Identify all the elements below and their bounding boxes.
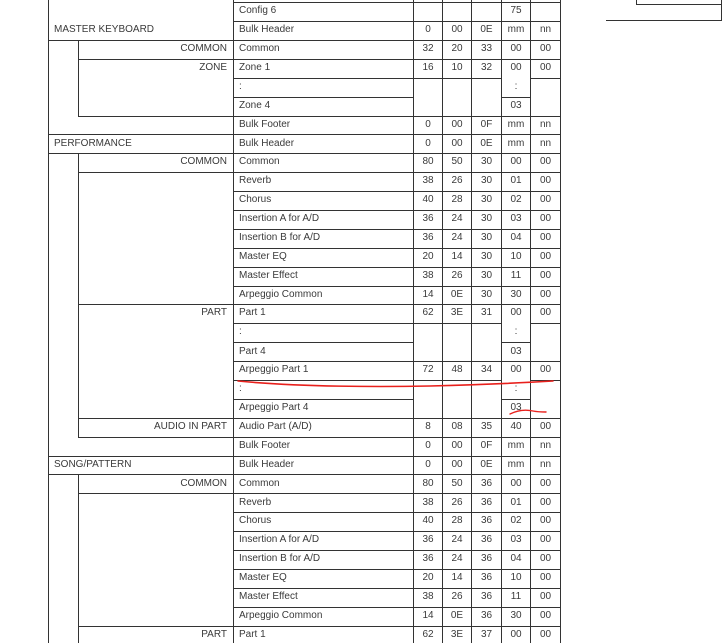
address-high-cell: 0F — [480, 119, 493, 130]
address-high-cell: 30 — [480, 175, 493, 186]
subsection-label: PART — [201, 307, 227, 318]
red-underline-stroke — [238, 381, 553, 386]
address-mid-cell: mm — [507, 138, 525, 149]
hex-size-cell: 08 — [451, 421, 463, 432]
address-high-cell: 30 — [480, 156, 493, 167]
hex-size-cell: 24 — [451, 534, 463, 545]
hex-size-cell: 3E — [450, 629, 464, 640]
address-high-cell: 36 — [480, 610, 493, 621]
address-low-cell: 00 — [539, 534, 552, 545]
address-low-cell: nn — [539, 119, 552, 130]
hex-size-cell: 10 — [451, 62, 463, 73]
address-mid-cell: 03 — [510, 346, 522, 357]
hex-size-cell: 00 — [451, 440, 463, 451]
size-cell: 0 — [425, 440, 431, 451]
hex-size-cell: 00 — [451, 119, 463, 130]
block-name-cell: Master EQ — [239, 251, 287, 262]
size-cell: 36 — [422, 534, 434, 545]
block-name-cell: Arpeggio Common — [239, 610, 323, 621]
address-low-cell: nn — [539, 138, 552, 149]
block-name-cell: Insertion A for A/D — [239, 534, 320, 545]
size-cell: 36 — [422, 553, 434, 564]
size-cell: 20 — [422, 251, 434, 262]
address-high-cell: 36 — [480, 534, 493, 545]
address-high-cell: 0E — [480, 138, 493, 149]
size-cell: 38 — [422, 175, 434, 186]
block-name-cell: Common — [239, 43, 280, 54]
block-name-cell: Bulk Header — [239, 138, 295, 149]
address-mid-cell: 10 — [510, 572, 522, 583]
address-mid-cell: 03 — [510, 100, 522, 111]
address-low-cell: 00 — [539, 497, 552, 508]
size-cell: 80 — [422, 478, 434, 489]
hex-size-cell: 28 — [451, 194, 463, 205]
section-label: SONG/PATTERN — [54, 459, 132, 470]
address-mid-cell: 00 — [510, 156, 522, 167]
size-cell: 62 — [422, 629, 434, 640]
address-low-cell: nn — [539, 24, 552, 35]
address-high-cell: 36 — [480, 497, 493, 508]
block-name-cell: Master EQ — [239, 572, 287, 583]
block-name-cell: Part 1 — [239, 629, 266, 640]
address-mid-cell: 03 — [510, 402, 522, 413]
hex-size-cell: 26 — [451, 591, 463, 602]
block-name-cell: Zone 1 — [239, 62, 271, 73]
section-label: PERFORMANCE — [54, 138, 132, 149]
block-name-cell: Bulk Header — [239, 24, 295, 35]
hex-size-cell: 50 — [451, 478, 463, 489]
address-low-cell: 00 — [539, 364, 552, 375]
address-mid-cell: 75 — [510, 5, 522, 16]
size-cell: 0 — [425, 459, 431, 470]
address-high-cell: 36 — [480, 572, 493, 583]
address-high-cell: 0E — [480, 459, 493, 470]
block-name-cell: : — [239, 81, 242, 92]
address-high-cell: 32 — [480, 62, 493, 73]
block-name-cell: Master Effect — [239, 270, 298, 281]
block-name-cell: Chorus — [239, 515, 272, 526]
block-name-cell: Chorus — [239, 194, 272, 205]
size-cell: 14 — [422, 289, 434, 300]
address-high-cell: 30 — [480, 213, 493, 224]
address-mid-cell: 10 — [510, 251, 522, 262]
address-low-cell: 00 — [539, 175, 552, 186]
block-name-cell: Part 1 — [239, 307, 266, 318]
hex-size-cell: 20 — [451, 43, 463, 54]
address-high-cell: 36 — [480, 478, 493, 489]
hex-size-cell: 28 — [451, 515, 463, 526]
red-tick-stroke — [510, 410, 546, 414]
address-high-cell: 35 — [480, 421, 493, 432]
size-cell: 32 — [422, 43, 434, 54]
block-name-cell: Bulk Footer — [239, 440, 291, 451]
address-low-cell: 00 — [539, 194, 552, 205]
address-mid-cell: 01 — [510, 497, 522, 508]
address-high-cell: 30 — [480, 289, 493, 300]
size-cell: 40 — [422, 515, 434, 526]
address-low-cell: 00 — [539, 307, 552, 318]
address-high-cell: 36 — [480, 515, 493, 526]
size-cell: 72 — [422, 364, 434, 375]
hex-size-cell: 00 — [451, 138, 463, 149]
block-name-cell: Common — [239, 156, 280, 167]
block-name-cell: Bulk Header — [239, 459, 295, 470]
block-name-cell: Arpeggio Part 1 — [239, 364, 309, 375]
hex-size-cell: 0E — [450, 289, 464, 300]
subsection-label: COMMON — [180, 156, 227, 167]
hex-size-cell: 48 — [451, 364, 463, 375]
block-name-cell: Audio Part (A/D) — [239, 421, 312, 432]
address-high-cell: 36 — [480, 553, 493, 564]
hex-size-cell: 26 — [451, 175, 463, 186]
block-name-cell: : — [239, 326, 242, 337]
address-mid-cell: mm — [507, 119, 525, 130]
address-mid-cell: : — [514, 383, 518, 394]
address-mid-cell: 11 — [510, 270, 522, 281]
hex-size-cell: 00 — [451, 459, 463, 470]
hex-size-cell: 0E — [450, 610, 464, 621]
block-name-cell: Part 4 — [239, 346, 266, 357]
address-low-cell: 00 — [539, 213, 552, 224]
address-low-cell: 00 — [539, 610, 552, 621]
size-cell: 0 — [425, 119, 431, 130]
block-name-cell: Insertion A for A/D — [239, 213, 320, 224]
hex-size-cell: 24 — [451, 553, 463, 564]
address-low-cell: 00 — [539, 289, 552, 300]
address-high-cell: 30 — [480, 194, 493, 205]
address-mid-cell: 02 — [510, 194, 522, 205]
address-mid-cell: 30 — [510, 289, 522, 300]
address-mid-cell: 00 — [510, 364, 522, 375]
address-mid-cell: 00 — [510, 43, 522, 54]
address-mid-cell: 11 — [510, 591, 522, 602]
block-name-cell: Master Effect — [239, 591, 298, 602]
address-low-cell: 00 — [539, 156, 552, 167]
block-name-cell: Arpeggio Part 4 — [239, 402, 309, 413]
size-cell: 36 — [422, 232, 434, 243]
address-low-cell: 00 — [539, 591, 552, 602]
size-cell: 16 — [422, 62, 434, 73]
address-mid-cell: 03 — [510, 213, 522, 224]
block-name-cell: Insertion B for A/D — [239, 553, 321, 564]
hex-size-cell: 26 — [451, 270, 463, 281]
address-mid-cell: : — [514, 326, 518, 337]
address-mid-cell: mm — [507, 24, 525, 35]
hex-size-cell: 00 — [451, 24, 463, 35]
address-low-cell: 00 — [539, 553, 552, 564]
address-mid-cell: 00 — [510, 478, 522, 489]
subsection-label: ZONE — [199, 62, 227, 73]
address-low-cell: 00 — [539, 629, 552, 640]
address-low-cell: nn — [539, 459, 552, 470]
address-high-cell: 0F — [480, 440, 493, 451]
block-name-cell: Zone 4 — [239, 100, 271, 111]
size-cell: 0 — [425, 24, 431, 35]
size-cell: 62 — [422, 307, 434, 318]
address-low-cell: 00 — [539, 62, 552, 73]
address-mid-cell: 30 — [510, 610, 522, 621]
subsection-label: COMMON — [180, 43, 227, 54]
address-low-cell: 00 — [539, 515, 552, 526]
hex-size-cell: 24 — [451, 213, 463, 224]
address-mid-cell: mm — [507, 440, 525, 451]
address-high-cell: 34 — [480, 364, 493, 375]
hex-size-cell: 24 — [451, 232, 463, 243]
address-low-cell: nn — [539, 440, 552, 451]
address-mid-cell: 00 — [510, 62, 522, 73]
address-mid-cell: 03 — [510, 534, 522, 545]
size-cell: 38 — [422, 270, 434, 281]
address-high-cell: 36 — [480, 591, 493, 602]
address-high-cell: 31 — [480, 307, 493, 318]
block-name-cell: Bulk Footer — [239, 119, 291, 130]
address-mid-cell: 04 — [510, 232, 522, 243]
size-cell: 0 — [425, 138, 431, 149]
size-cell: 8 — [425, 421, 431, 432]
size-cell: 80 — [422, 156, 434, 167]
address-low-cell: 00 — [539, 478, 552, 489]
hex-size-cell: 3E — [450, 307, 464, 318]
size-cell: 40 — [422, 194, 434, 205]
hex-size-cell: 14 — [451, 251, 463, 262]
block-name-cell: : — [239, 383, 242, 394]
section-label: MASTER KEYBOARD — [54, 24, 155, 35]
address-mid-cell: 01 — [510, 175, 522, 186]
address-mid-cell: mm — [507, 459, 525, 470]
address-low-cell: 00 — [539, 421, 552, 432]
address-high-cell: 37 — [480, 629, 493, 640]
hex-size-cell: 50 — [451, 156, 463, 167]
size-cell: 38 — [422, 591, 434, 602]
address-low-cell: 00 — [539, 43, 552, 54]
size-cell: 14 — [422, 610, 434, 621]
address-low-cell: 00 — [539, 232, 552, 243]
size-cell: 20 — [422, 572, 434, 583]
subsection-label: AUDIO IN PART — [154, 421, 227, 432]
address-mid-cell: 04 — [510, 553, 522, 564]
block-name-cell: Common — [239, 478, 280, 489]
address-high-cell: 30 — [480, 232, 493, 243]
address-low-cell: 00 — [539, 572, 552, 583]
block-name-cell: Insertion B for A/D — [239, 232, 321, 243]
address-mid-cell: : — [514, 81, 518, 92]
address-mid-cell: 00 — [510, 307, 522, 318]
address-low-cell: 00 — [539, 251, 552, 262]
size-cell: 36 — [422, 213, 434, 224]
address-high-cell: 33 — [480, 43, 493, 54]
hex-size-cell: 26 — [451, 497, 463, 508]
block-name-cell: Config 6 — [239, 5, 277, 16]
address-mid-cell: 00 — [510, 629, 522, 640]
subsection-label: PART — [201, 629, 227, 640]
address-high-cell: 30 — [480, 270, 493, 281]
block-name-cell: Reverb — [239, 497, 272, 508]
block-name-cell: Reverb — [239, 175, 272, 186]
address-high-cell: 0E — [480, 24, 493, 35]
address-low-cell: 00 — [539, 270, 552, 281]
address-mid-cell: 02 — [510, 515, 522, 526]
hex-size-cell: 14 — [451, 572, 463, 583]
size-cell: 38 — [422, 497, 434, 508]
subsection-label: COMMON — [180, 478, 227, 489]
block-name-cell: Arpeggio Common — [239, 289, 323, 300]
address-high-cell: 30 — [480, 251, 493, 262]
address-mid-cell: 40 — [510, 421, 522, 432]
